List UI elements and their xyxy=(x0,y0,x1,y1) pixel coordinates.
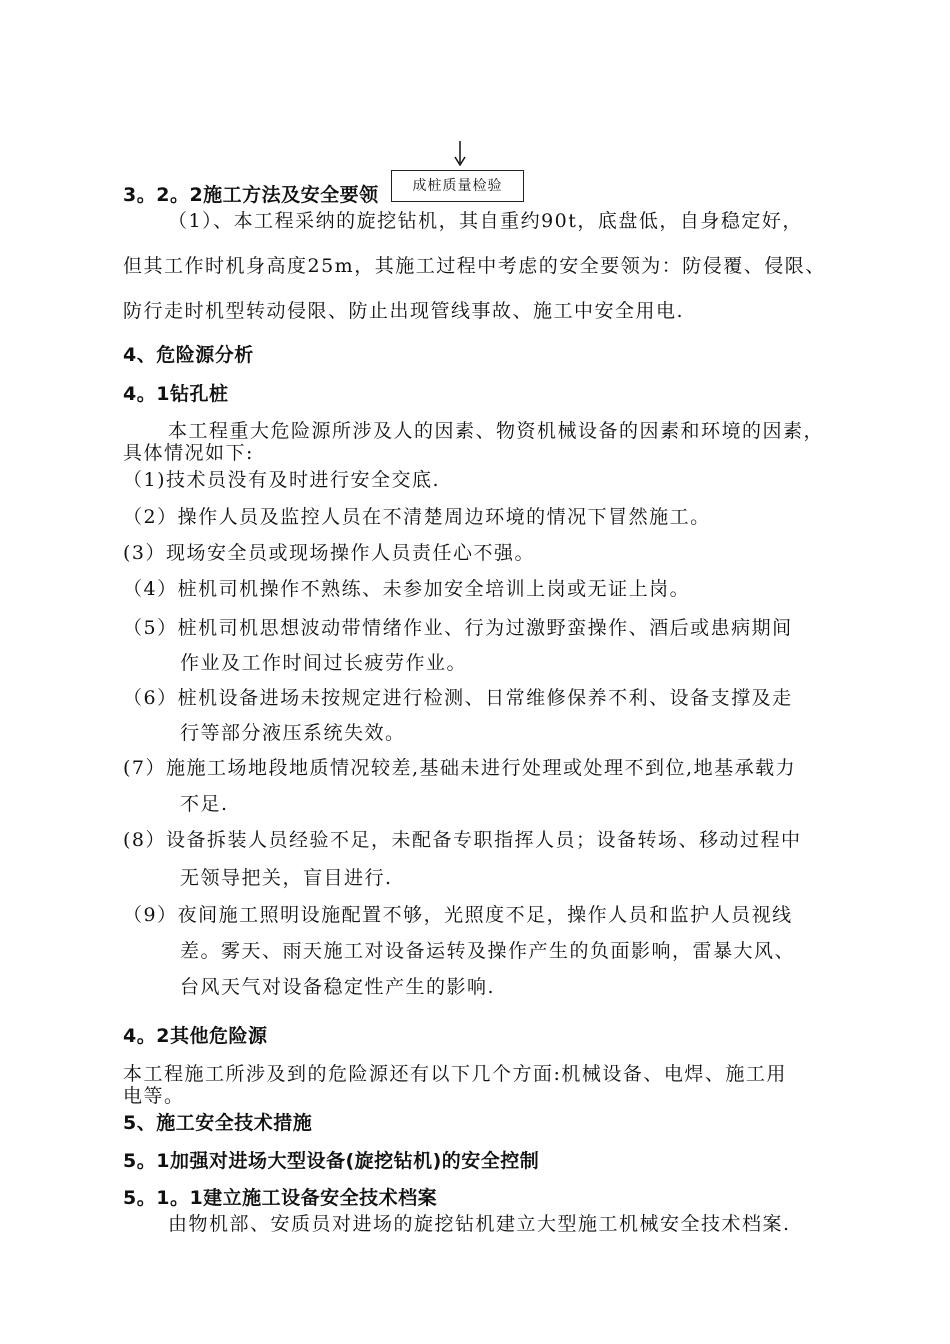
list-item: （5）桩机司机思想波动带情绪作业、行为过激野蛮操作、酒后或患病期间 xyxy=(123,617,793,639)
list-item: （2）操作人员及监控人员在不清楚周边环境的情况下冒然施工。 xyxy=(123,506,711,528)
list-item: （1)技术员没有及时进行安全交底. xyxy=(123,469,441,491)
paragraph-line: 防行走时机型转动侵限、防止出现管线事故、施工中安全用电. xyxy=(123,300,685,322)
paragraph-line: 电等。 xyxy=(123,1085,185,1107)
flow-arrow-down-icon xyxy=(453,141,467,167)
flowchart-box: 成桩质量检验 xyxy=(391,170,524,202)
paragraph-line: 本工程施工所涉及到的危险源还有以下几个方面:机械设备、电焊、施工用 xyxy=(123,1063,787,1085)
list-item: (8）设备拆装人员经验不足，未配备专职指挥人员；设备转场、移动过程中 xyxy=(123,829,802,851)
list-item: （4）桩机司机操作不熟练、未参加安全培训上岗或无证上岗。 xyxy=(123,578,691,600)
list-item-continuation: 作业及工作时间过长疲劳作业。 xyxy=(180,652,468,674)
section-heading-5-1-1: 5。1。1建立施工设备安全技术档案 xyxy=(123,1187,438,1209)
paragraph-line: 具体情况如下: xyxy=(123,442,254,464)
list-item-continuation: 行等部分液压系统失效。 xyxy=(180,722,406,744)
section-heading-5: 5、施工安全技术措施 xyxy=(123,1112,313,1134)
list-item: (3）现场安全员或现场操作人员责任心不强。 xyxy=(123,542,536,564)
list-item-continuation: 不足. xyxy=(180,793,229,815)
list-item-continuation: 无领导把关，盲目进行. xyxy=(180,867,393,889)
list-item: (7）施施工场地段地质情况较差,基础未进行处理或处理不到位,地基承载力 xyxy=(123,757,797,779)
section-heading-5-1: 5。1加强对进场大型设备(旋挖钻机)的安全控制 xyxy=(123,1150,540,1172)
list-item: （9）夜间施工照明设施配置不够，光照度不足，操作人员和监护人员视线 xyxy=(123,904,793,926)
section-heading-4-2: 4。2其他危险源 xyxy=(123,1025,268,1047)
paragraph-line: 但其工作时机身高度25m，其施工过程中考虑的安全要领为：防侵覆、侵限、 xyxy=(123,255,826,277)
paragraph-line: 由物机部、安质员对进场的旋挖钻机建立大型施工机械安全技术档案. xyxy=(168,1213,791,1235)
section-heading-3-2-2: 3。2。2施工方法及安全要领 xyxy=(123,184,379,206)
list-item-continuation: 台风天气对设备稳定性产生的影响. xyxy=(180,976,496,998)
section-heading-4: 4、危险源分析 xyxy=(123,344,254,366)
list-item: （6）桩机设备进场未按规定进行检测、日常维修保养不利、设备支撑及走 xyxy=(123,687,793,709)
paragraph-line: （1）、本工程采纳的旋挖钻机，其自重约90t，底盘低，自身稳定好， xyxy=(168,210,803,232)
section-heading-4-1: 4。1钻孔桩 xyxy=(123,383,229,405)
list-item-continuation: 差。雾天、雨天施工对设备运转及操作产生的负面影响，雷暴大风、 xyxy=(180,940,796,962)
paragraph-line: 本工程重大危险源所涉及人的因素、物资机械设备的因素和环境的因素， xyxy=(168,420,825,442)
